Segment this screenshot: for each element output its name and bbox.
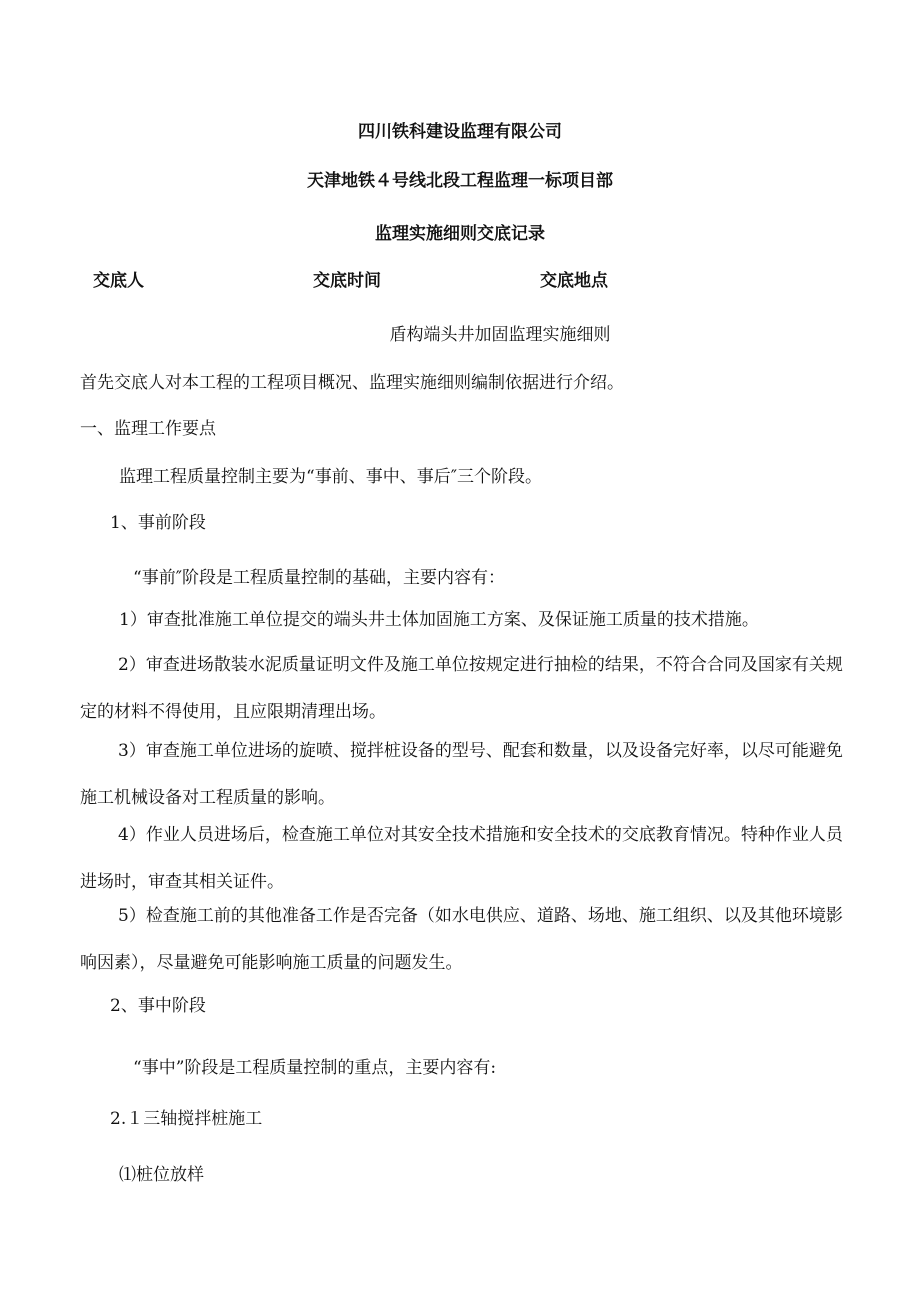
stage2-subheading: 2.１三轴搅拌桩施工	[110, 1109, 263, 1129]
stage1-item: 4）作业人员进场后，检查施工单位对其安全技术措施和安全技术的交底教育情况。特种作业人员进场时，审查其相关证件。	[80, 825, 843, 892]
section-summary: 监理工程质量控制主要为“事前、事中、事后″三个阶段。	[119, 467, 543, 487]
doc-title: 盾构端头井加固监理实施细则	[389, 325, 611, 345]
record-title: 监理实施细则交底记录	[375, 224, 545, 244]
project-department: 天津地铁４号线北段工程监理一标项目部	[307, 171, 613, 191]
stage1-item: 2）审查进场散装水泥质量证明文件及施工单位按规定进行抽检的结果，不符合合同及国家有关规定的材料不得使用，且应限期清理出场。	[80, 655, 843, 722]
stage1-item: 1）审查批准施工单位提交的端头井土体加固施工方案、及保证施工质量的技术措施。	[119, 610, 759, 630]
section-heading: 一、监理工作要点	[80, 419, 216, 439]
stage2-lead: “事中”阶段是工程质量控制的重点，主要内容有:	[133, 1058, 497, 1078]
company-name: 四川铁科建设监理有限公司	[358, 122, 562, 142]
presenter-label: 交底人	[93, 271, 144, 291]
intro-paragraph: 首先交底人对本工程的工程项目概况、监理实施细则编制依据进行介绍。	[80, 373, 624, 393]
stage1-item: 3）审查施工单位进场的旋喷、搅拌桩设备的型号、配套和数量，以及设备完好率，以尽可能避免施工机械设备对工程质量的影响。	[80, 741, 843, 808]
location-label: 交底地点	[540, 271, 608, 291]
stage1-heading: 1、事前阶段	[110, 513, 206, 533]
stage1-item: 5）检查施工前的其他准备工作是否完备（如水电供应、道路、场地、施工组织、以及其他环境影响因素），尽量避免可能影响施工质量的问题发生。	[80, 906, 843, 973]
time-label: 交底时间	[313, 271, 381, 291]
stage2-heading: 2、事中阶段	[110, 996, 206, 1016]
stage1-lead: “事前″阶段是工程质量控制的基础，主要内容有：	[133, 568, 506, 588]
stage2-subitem: ⑴桩位放样	[119, 1165, 204, 1185]
